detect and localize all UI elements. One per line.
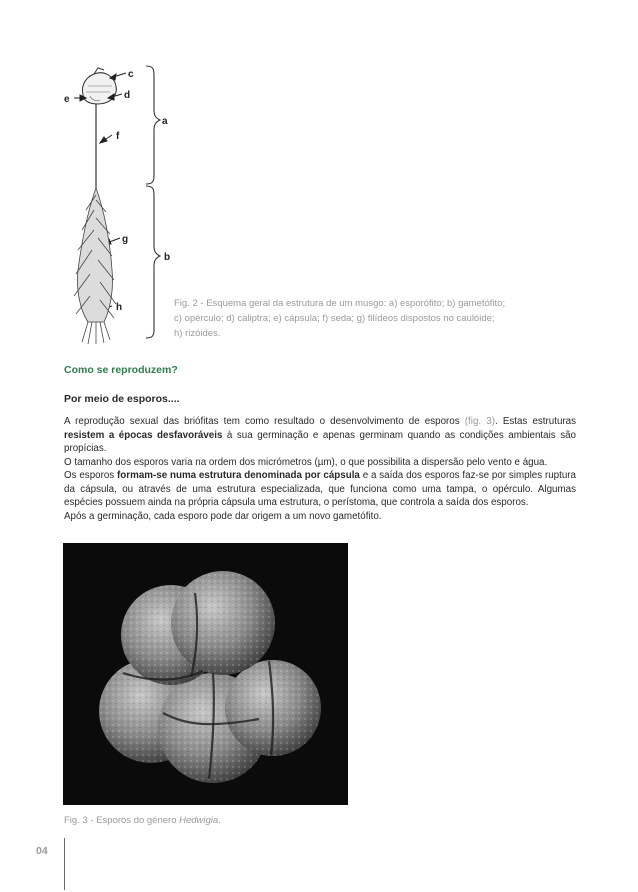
page-number: 04 xyxy=(36,845,48,857)
label-f: f xyxy=(116,131,120,142)
label-b: b xyxy=(164,252,171,263)
paragraph xyxy=(64,469,576,510)
moss-diagram xyxy=(60,60,190,345)
figure-2-caption-line: c) opérculo; d) caliptra; e) cápsula; f) seda; g) filídeos dispostos no caulóide; xyxy=(174,313,495,324)
figure-3-caption xyxy=(64,815,221,826)
body-text xyxy=(64,415,576,523)
braces xyxy=(146,66,160,338)
section-heading: Como se reproduzem? xyxy=(64,364,178,376)
rhizoids xyxy=(82,322,110,344)
label-c: c xyxy=(128,69,134,80)
figure-2-caption xyxy=(174,296,554,341)
spores-micrograph xyxy=(63,543,348,805)
text-run: A reprodução sexual das briófitas tem como resultado o desenvolvimento de esporos xyxy=(64,416,465,427)
paragraph: O tamanho dos esporos varia na ordem dos micrómetros (µm), o que possibilita a dispersão pelo vento e água. xyxy=(64,456,548,468)
label-g: g xyxy=(122,234,129,245)
figure-2-caption-line: Fig. 2 - Esquema geral da estrutura de um musgo: a) esporófito; b) gametófito; xyxy=(174,298,506,309)
text-run: à sua germinação e apenas germinam quando as condições ambientais são propícias. xyxy=(64,429,576,454)
page-divider xyxy=(64,838,65,890)
label-a: a xyxy=(162,116,168,127)
gametophyte-stem xyxy=(74,188,116,322)
caption-text: Fig. 3 - Esporos do género xyxy=(64,815,180,826)
label-h: h xyxy=(116,302,123,313)
paragraph xyxy=(64,415,576,456)
emphasis: formam-se numa estrutura denominada por cápsula xyxy=(117,470,360,481)
paragraph: Após a germinação, cada esporo pode dar origem a um novo gametófito. xyxy=(64,510,382,522)
text-run: e a saída dos esporos faz-se por simples ruptura da cápsula, ou através de uma estrutura especializada, que funciona como uma tampa, o opérculo. Algumas espécies possuem ainda na própria cápsula uma estrutura, o perístoma, que controla a saída dos esporos. xyxy=(64,470,576,508)
label-d: d xyxy=(124,90,131,101)
emphasis: resistem a épocas desfavoráveis xyxy=(64,429,223,441)
text-run: Os esporos xyxy=(64,470,118,481)
figure-reference: (fig. 3) xyxy=(464,416,495,427)
caption-text: . xyxy=(218,815,221,826)
section-subheading: Por meio de esporos.... xyxy=(64,393,180,405)
genus-name: Hedwigia xyxy=(179,815,219,826)
text-run: . Estas estruturas xyxy=(494,416,577,427)
figure-2-caption-line: h) rizóides. xyxy=(174,328,221,339)
label-e: e xyxy=(64,94,70,105)
